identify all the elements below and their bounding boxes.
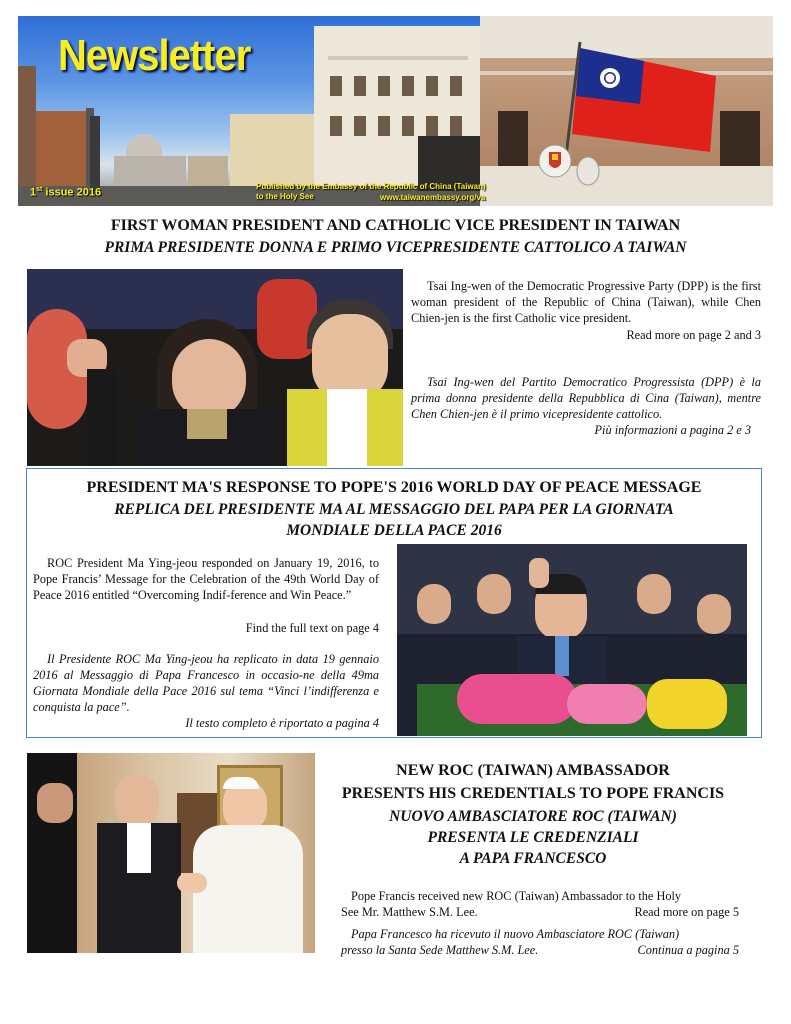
article3-body-en-2-row xyxy=(341,904,739,920)
article1-more-en: Read more on page 2 and 3 xyxy=(626,328,761,342)
article3-more-it: Continua a pagina 5 xyxy=(637,943,739,957)
website-label: www.taiwanembassy.org/va xyxy=(380,193,486,202)
article3-headline-it-3: A PAPA FRANCESCO xyxy=(459,850,607,867)
article3-body-it-2-row xyxy=(341,942,739,958)
article2-more-en: Find the full text on page 4 xyxy=(245,621,379,635)
article2-body-it: Il Presidente ROC Ma Ying-jeou ha replicato in data 19 gennaio 2016 al Messaggio di Papa Francesco in occasio-ne della 49ma Giornata Mondiale della Pace 2016 sul tema “Vinci l’indifferenza e conquista la pace”. xyxy=(33,652,379,714)
article3-body-en-2: See Mr. Matthew S.M. Lee. xyxy=(341,905,478,919)
publisher-note: Published by the Embassy of the Republic of China (Taiwan) to the Holy See xyxy=(256,182,486,201)
article1-headline-it: PRIMA PRESIDENTE DONNA E PRIMO VICEPRESIDENTE CATTOLICO A TAIWAN xyxy=(104,239,687,256)
article2-body-en: ROC President Ma Ying-jeou responded on January 19, 2016, to Pope Francis’ Message for the Celebration of the 49th World Day of Peace 2016 entitled “Overcoming Indif-ference and Win Peace.” xyxy=(33,556,379,602)
ambassador-pope-photo xyxy=(27,753,315,953)
article3-more-en: Read more on page 5 xyxy=(634,905,739,919)
newsletter-title: Newsletter xyxy=(58,32,251,80)
article3-headline-it-2: PRESENTA LE CREDENZIALI xyxy=(427,829,639,846)
issue-label: 1st issue 2016 xyxy=(30,186,102,199)
article3-body-it-2: presso la Santa Sede Matthew S.M. Lee. xyxy=(341,943,539,957)
article3-body-it-1: Papa Francesco ha ricevuto il nuovo Ambasciatore ROC (Taiwan) xyxy=(351,927,680,941)
article3-headline-en-1: NEW ROC (TAIWAN) AMBASSADOR xyxy=(396,762,670,779)
article2-headline-it-2: MONDIALE DELLA PACE 2016 xyxy=(286,522,502,539)
election-victory-photo xyxy=(27,269,403,466)
article2-headline-en: PRESIDENT MA'S RESPONSE TO POPE'S 2016 WORLD DAY OF PEACE MESSAGE xyxy=(86,479,702,496)
embassy-building-photo xyxy=(480,16,773,206)
newsletter-banner xyxy=(18,16,773,206)
article1-body-en: Tsai Ing-wen of the Democratic Progressive Party (DPP) is the first woman president of the Republic of China (Taiwan), while Chen Chien-jen is the first Catholic vice president. xyxy=(411,279,761,325)
article1-body-it: Tsai Ing-wen del Partito Democratico Progressista (DPP) è la prima donna presidente della Repubblica di Cina (Taiwan), mentre Chen Chien-jen è il primo vicepresidente cattolico. xyxy=(411,375,761,421)
plaque-icon xyxy=(576,156,600,186)
article2-more-it: Il testo completo è riportato a pagina 4 xyxy=(185,716,379,730)
article3-headline-en-2: PRESENTS HIS CREDENTIALS TO POPE FRANCIS xyxy=(341,785,725,802)
article3-headline-it-1: NUOVO AMBASCIATORE ROC (TAIWAN) xyxy=(389,808,677,825)
article3-body-en-1: Pope Francis received new ROC (Taiwan) Ambassador to the Holy xyxy=(351,889,682,903)
president-ma-photo xyxy=(397,544,747,736)
article2-headline-it-1: REPLICA DEL PRESIDENTE MA AL MESSAGGIO DEL PAPA PER LA GIORNATA xyxy=(114,501,674,518)
taiwan-flag-icon xyxy=(566,38,726,158)
article1-more-it: Più informazioni a pagina 2 e 3 xyxy=(594,423,751,437)
coat-of-arms-icon xyxy=(538,144,572,178)
article1-headline-en: FIRST WOMAN PRESIDENT AND CATHOLIC VICE PRESIDENT IN TAIWAN xyxy=(110,217,681,234)
